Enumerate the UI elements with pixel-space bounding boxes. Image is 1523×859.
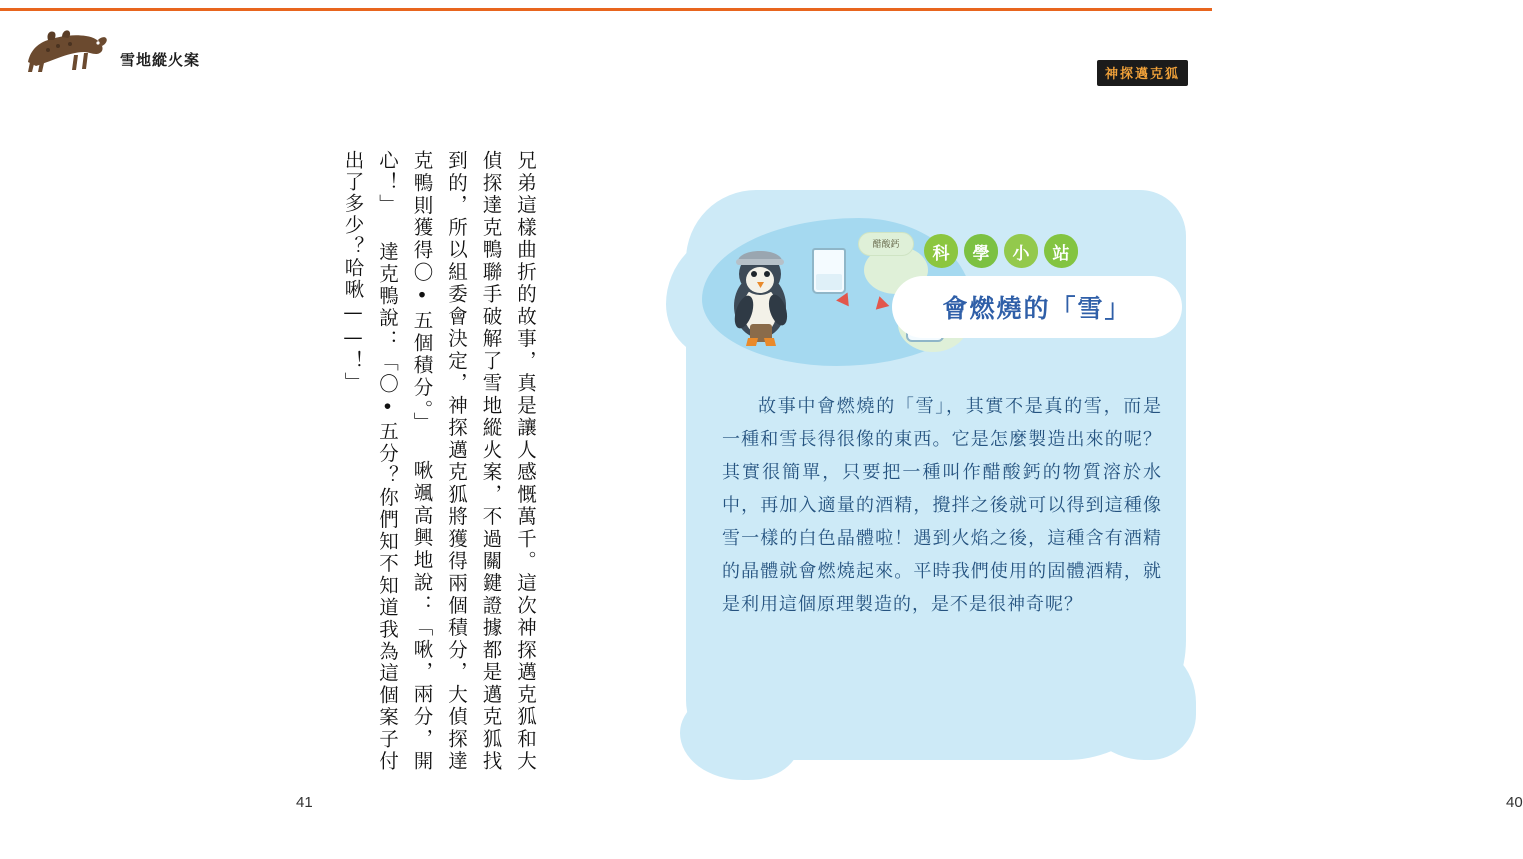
story-body-text: 兄弟這樣曲折的故事，真是讓人感慨萬千。這次神探邁克狐和大偵探達克鴨聯手破解了雪地縱火案，不過關鍵證據都是邁克狐找到的，所以組委會決定，神探邁克狐將獲得兩個積分，大偵探達克鴨則獲得〇•五個積分。」 啾颯高興地說：「啾，兩分，開心！」 達克鴨說：「〇•五分？你們知不知道我為這個案子付出了多少？哈啾——！」 (341, 150, 537, 772)
label-calcium-acetate: 醋酸鈣 (858, 232, 914, 256)
science-station-chips (924, 234, 1078, 268)
series-badge: 神探邁克狐 (1097, 60, 1188, 86)
page-number-right: 40 (1506, 794, 1523, 811)
page-41 (0, 0, 606, 859)
station-chip-1: 科 (924, 234, 958, 268)
page-40 (606, 0, 1523, 859)
station-chip-3: 小 (1004, 234, 1038, 268)
science-title: 會燃燒的「雪」 (942, 294, 1132, 323)
science-title-bubble (892, 276, 1182, 338)
chapter-title: 雪地縱火案 (120, 52, 201, 69)
station-chip-2: 學 (964, 234, 998, 268)
page-number-left: 41 (296, 794, 313, 811)
beaker-icon (812, 248, 846, 294)
station-chip-4: 站 (1044, 234, 1078, 268)
science-body-text: 故事中會燃燒的「雪」，其實不是真的雪，而是一種和雪長得很像的東西。它是怎麼製造出來的呢？其實很簡單，只要把一種叫作醋酸鈣的物質溶於水中，再加入適量的酒精，攪拌之後就可以得到這種像雪一樣的白色晶體啦！遇到火焰之後，這種含有酒精的晶體就會燃燒起來。平時我們使用的固體酒精，就是利用這個原理製造的，是不是很神奇呢？ (722, 396, 1162, 615)
penguin-detective-icon (724, 240, 798, 350)
